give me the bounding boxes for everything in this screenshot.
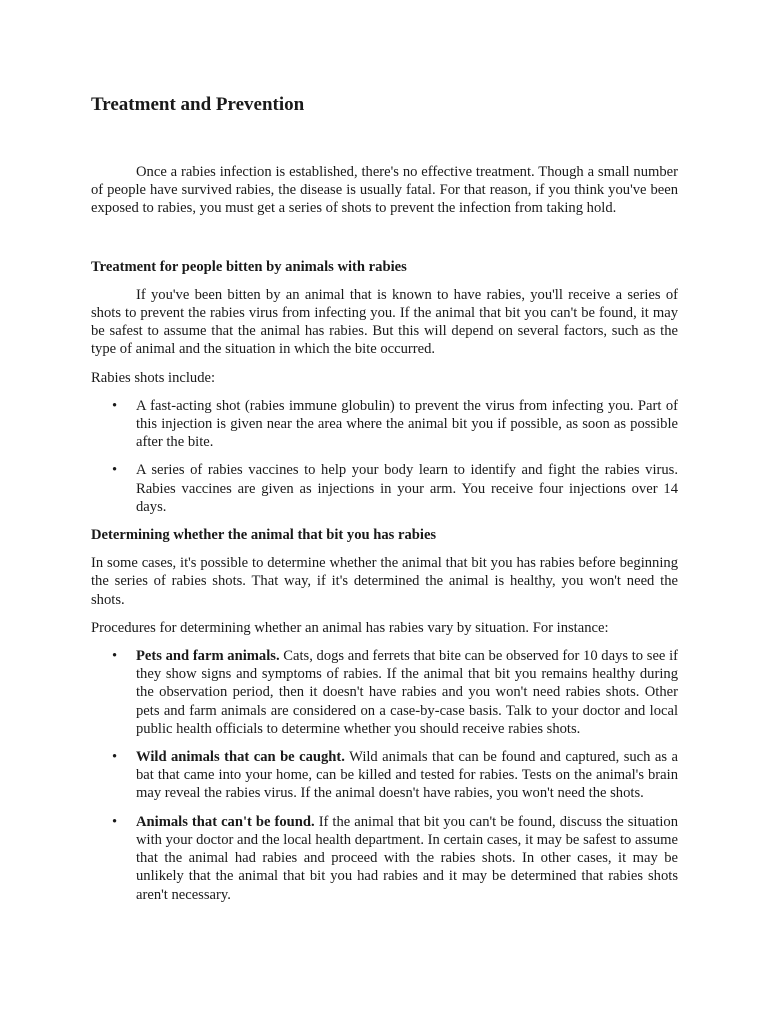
bullet-icon: • (112, 648, 118, 665)
list-item-text: If the animal that bit you can't be found, discuss the situation with your doctor and the local health department. In certain cases, it may be safest to assume that the animal had rabies and proceed with the rabies shots. In other cases, it may be unlikely that the animal that bit you had rabies and it may be determined that rabies shots aren't necessary. (136, 813, 678, 903)
list-item-lead: Animals that can't be found. (136, 813, 315, 830)
list-item-text: A fast-acting shot (rabies immune globulin) to prevent the virus from infecting you. Part of this injection is given near the area where the animal bit you if possible, as soon as possible after the bite. (136, 397, 678, 451)
section-heading-determining: Determining whether the animal that bit you has rabies (91, 527, 437, 544)
list-item (91, 748, 678, 803)
procedures-list (91, 647, 678, 904)
page-title: Treatment and Prevention (91, 94, 305, 115)
bullet-icon: • (112, 462, 118, 479)
document-content (91, 93, 678, 904)
list-item-text: Wild animals that can be found and captured, such as a bat that came into your home, can be killed and tested for rabies. Tests on the animal's brain may reveal the rabies virus. If the animal doesn't have rabies, you won't need the shots. (136, 749, 678, 802)
list-item-text: Cats, dogs and ferrets that bite can be observed for 10 days to see if they show signs and symptoms of rabies. If the animal that bit you remains healthy during the observation period, then it doesn't have rabies and you won't need rabies shots. Other pets and farm animals are considered on a case-by-case basis. Talk to your doctor and local public health officials to determine whether you should receive rabies shots. (136, 648, 678, 737)
list-item (91, 461, 678, 516)
list-item-lead: Pets and farm animals. (136, 648, 280, 665)
rabies-shots-intro: Rabies shots include: (91, 369, 216, 386)
determining-paragraph: In some cases, it's possible to determine whether the animal that bit you has rabies before beginning the series of rabies shots. That way, if it's determined the animal is healthy, you won't need the shots. (91, 555, 678, 608)
rabies-shots-list (91, 397, 678, 516)
treatment-paragraph: If you've been bitten by an animal that is known to have rabies, you'll receive a series of shots to prevent the rabies virus from infecting you. If the animal that bit you can't be found, it may be safest to assume that the animal has rabies. But this will depend on several factors, such as the type of animal and the situation in which the bite occurred. (91, 286, 678, 358)
list-item-text: A series of rabies vaccines to help your body learn to identify and fight the rabies virus. Rabies vaccines are given as injections in your arm. You receive four injections over 14 days. (136, 462, 678, 515)
section-heading-treatment: Treatment for people bitten by animals with rabies (91, 258, 407, 275)
bullet-icon: • (112, 813, 118, 830)
list-item (91, 813, 678, 904)
list-item (91, 647, 678, 738)
intro-paragraph: Once a rabies infection is established, there's no effective treatment. Though a small number of people have survived rabies, the disease is usually fatal. For that reason, if you think you've been exposed to rabies, you must get a series of shots to prevent the infection from taking hold. (91, 164, 678, 217)
bullet-icon: • (112, 397, 118, 414)
bullet-icon: • (112, 749, 118, 766)
list-item (91, 397, 678, 452)
list-item-lead: Wild animals that can be caught. (136, 749, 345, 766)
procedures-paragraph: Procedures for determining whether an animal has rabies vary by situation. For instance: (91, 619, 609, 636)
